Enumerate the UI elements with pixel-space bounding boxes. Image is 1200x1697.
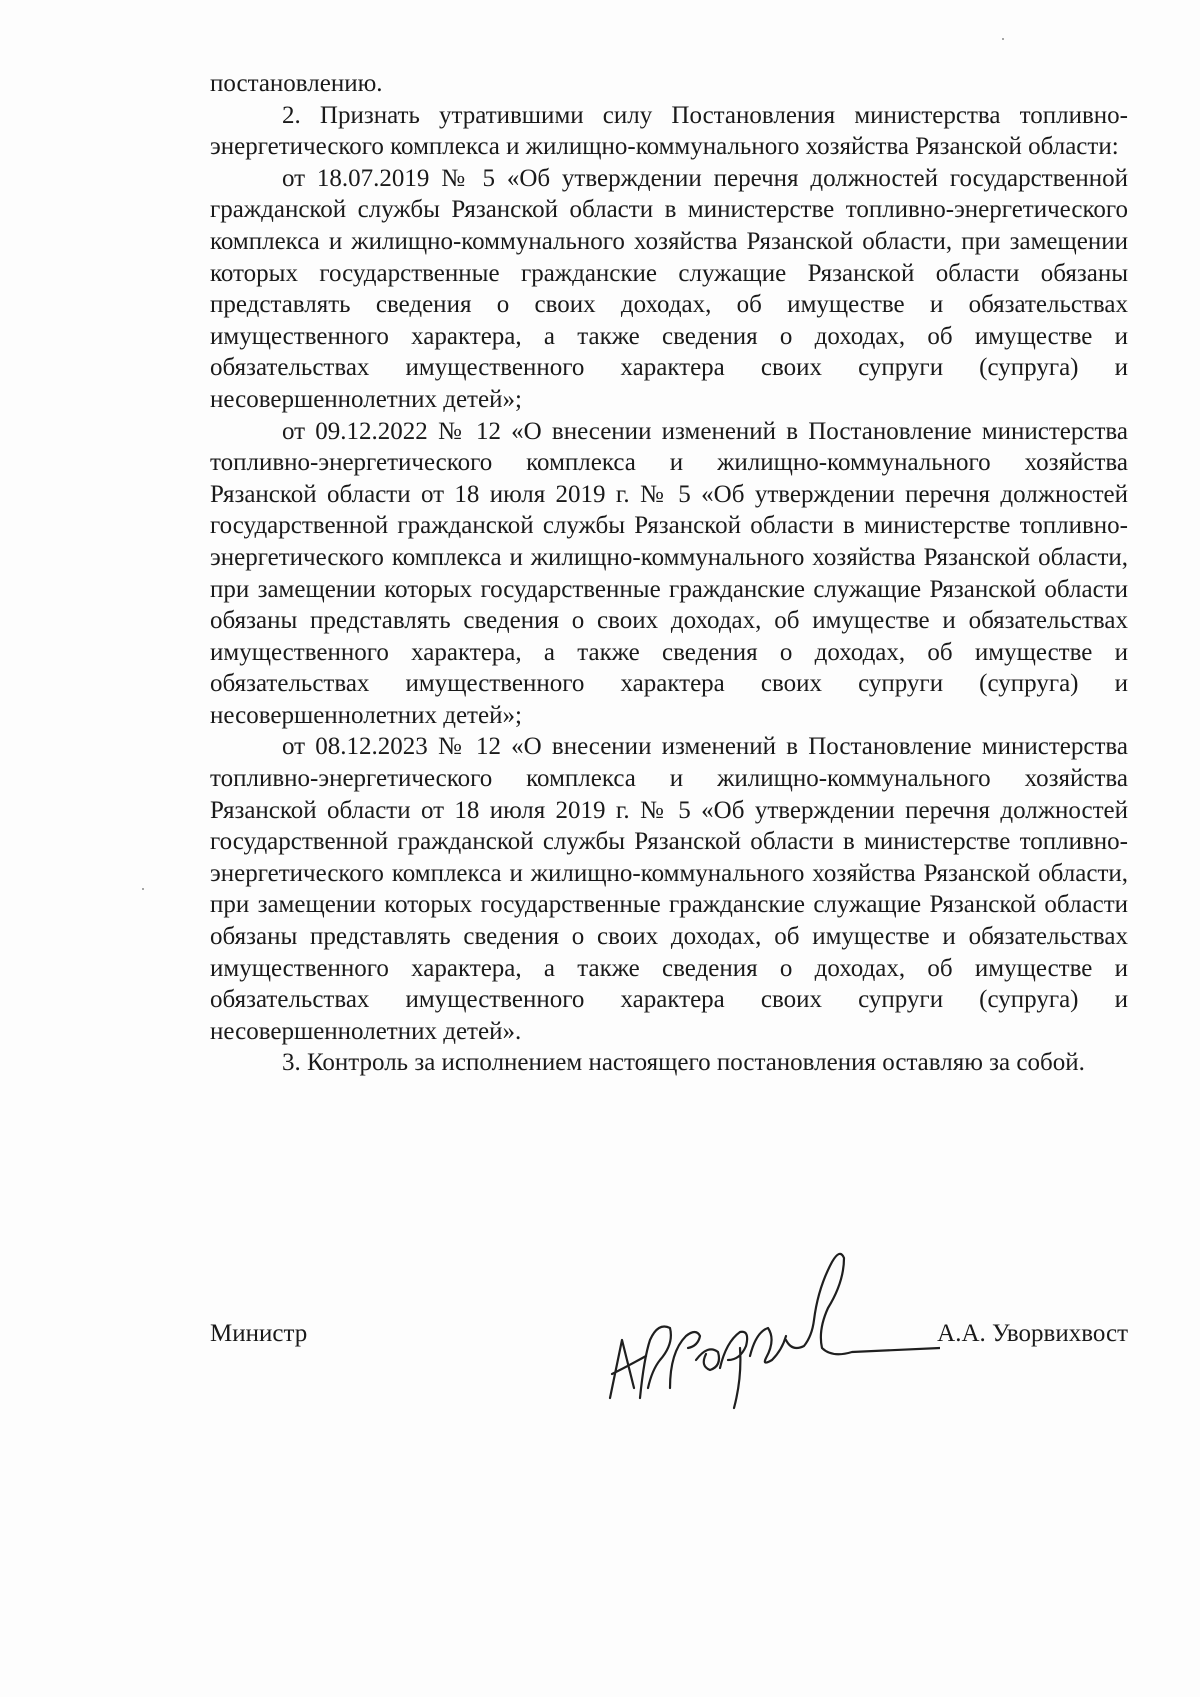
paragraph-decree-2023: от 08.12.2023 № 12 «О внесении изменений в Постановление министерства топливно-энергетического комплекса и жилищно-коммунального хозяйства Рязанской области от 18 июля 2019 г. № 5 «Об утверждении перечня должностей государственной гражданской службы Рязанской области в министерстве топливно-энергетического комплекса и жилищно-коммунального хозяйства Рязанской области, при замещении которых государственные гражданские служащие Рязанской области обязаны представлять сведения о своих доходах, об имуществе и обязательствах имущественного характера, а также сведения о доходах, об имуществе и обязательствах имущественного характера своих супруги (супруга) и несовершеннолетних детей». — [210, 733, 1128, 1045]
document-body — [210, 68, 1128, 1079]
scan-speck — [142, 888, 144, 890]
paragraph-decree-2019: от 18.07.2019 № 5 «Об утверждении перечня должностей государственной гражданской службы Рязанской области в министерстве топливно-энергетического комплекса и жилищно-коммунального хозяйства Рязанской области, при замещении которых государственные гражданские служащие Рязанской области обязаны представлять сведения о своих доходах, об имуществе и обязательствах имущественного характера, а также сведения о доходах, об имуществе и обязательствах имущественного характера своих супруги (супруга) и несовершеннолетних детей»; — [210, 164, 1128, 413]
signer-title: Министр — [210, 1320, 308, 1347]
paragraph-decree-2022: от 09.12.2022 № 12 «О внесении изменений в Постановление министерства топливно-энергетического комплекса и жилищно-коммунального хозяйства Рязанской области от 18 июля 2019 г. № 5 «Об утверждении перечня должностей государственной гражданской службы Рязанской области в министерстве топливно-энергетического комплекса и жилищно-коммунального хозяйства Рязанской области, при замещении которых государственные гражданские служащие Рязанской области обязаны представлять сведения о своих доходах, об имуществе и обязательствах имущественного характера, а также сведения о доходах, об имуществе и обязательствах имущественного характера своих супруги (супруга) и несовершеннолетних детей»; — [210, 417, 1128, 729]
paragraph-continuation: постановлению. — [210, 70, 383, 97]
signer-name: А.А. Уворвихвост — [937, 1320, 1128, 1347]
paragraph-clause-3: 3. Контроль за исполнением настоящего постановления оставляю за собой. — [282, 1049, 1085, 1077]
handwritten-signature — [600, 1248, 940, 1418]
paragraph-clause-2: 2. Признать утратившими силу Постановления министерства топливно-энергетического комплекса и жилищно-коммунального хозяйства Рязанской области: — [210, 101, 1128, 161]
scan-speck — [1002, 38, 1004, 40]
